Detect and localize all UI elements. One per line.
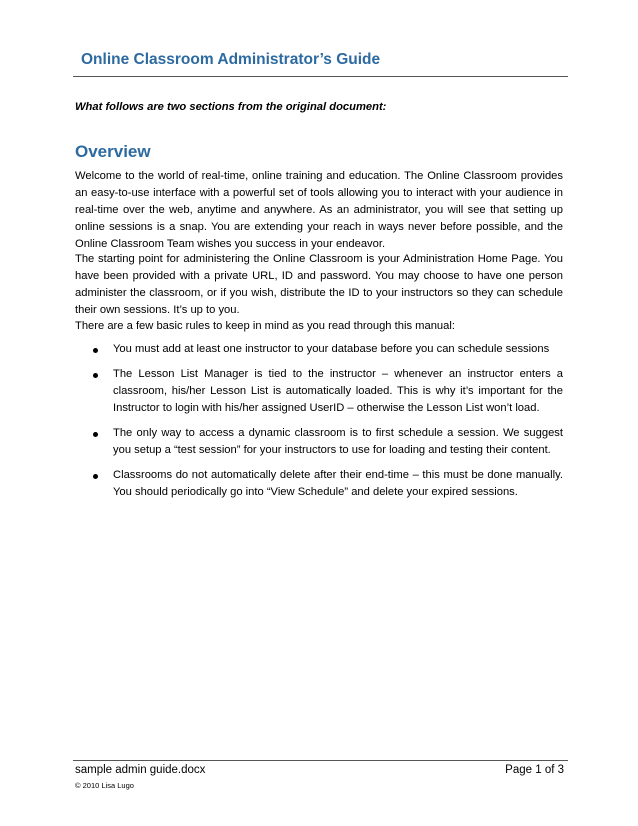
footer-divider xyxy=(73,760,568,761)
intro-note: What follows are two sections from the original document: xyxy=(75,101,387,113)
footer-filename: sample admin guide.docx xyxy=(75,764,206,776)
bullet-text: The only way to access a dynamic classroom is to first schedule a session. We suggest you setup a “test session” for your instructors to use for loading and testing their content. xyxy=(113,427,563,456)
list-item xyxy=(75,366,563,417)
list-item xyxy=(75,467,563,501)
document-header-title: Online Classroom Administrator’s Guide xyxy=(81,51,381,68)
overview-paragraph-2: The starting point for administering the Online Classroom is your Administration Home Page. You have been provided with a private URL, ID and password. You may choose to have one person administer the classroom, or if you wish, distribute the ID to your instructors so they can schedule their own sessions. It’s up to you. xyxy=(75,253,563,316)
footer-copyright: © 2010 Lisa Lugo xyxy=(75,781,134,790)
bullet-icon xyxy=(93,432,98,437)
overview-paragraph-1: Welcome to the world of real-time, online training and education. The Online Classroom provides an easy-to-use interface with a powerful set of tools allowing you to interact with your audience in real-time over the web, anytime and anywhere. As an administrator, you will see that setting up online sessions is a snap. You are extending your reach in ways never before possible, and the Online Classroom Team wishes you success in your endeavor. xyxy=(75,170,563,250)
bullet-icon xyxy=(93,373,98,378)
header-divider xyxy=(73,76,568,77)
overview-paragraph-3: There are a few basic rules to keep in mind as you read through this manual: xyxy=(75,320,455,332)
list-item xyxy=(75,341,563,358)
list-item xyxy=(75,425,563,459)
bullet-text: Classrooms do not automatically delete after their end-time – this must be done manually. You should periodically go into “View Schedule” and delete your expired sessions. xyxy=(113,469,563,498)
bullet-text: You must add at least one instructor to your database before you can schedule sessions xyxy=(113,343,550,355)
footer-page-number: Page 1 of 3 xyxy=(505,764,564,776)
bullet-text: The Lesson List Manager is tied to the instructor – whenever an instructor enters a classroom, his/her Lesson List is automatically loaded. This is why it’s important for the Instructor to login with his/her assigned UserID – otherwise the Lesson List won’t load. xyxy=(113,368,563,414)
bullet-icon xyxy=(93,474,98,479)
overview-heading: Overview xyxy=(75,142,151,161)
bullet-icon xyxy=(93,348,98,353)
rules-bullet-list xyxy=(75,341,563,509)
